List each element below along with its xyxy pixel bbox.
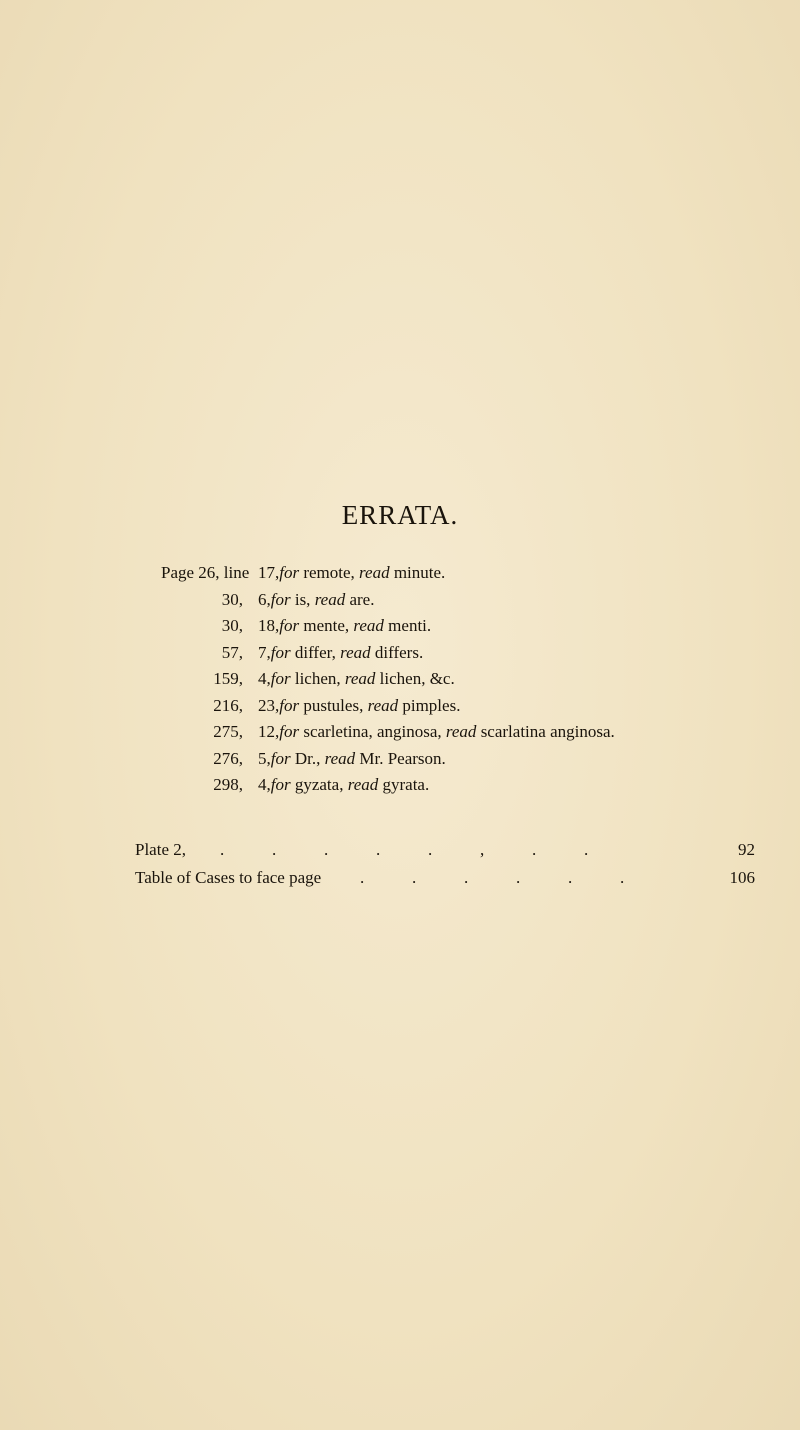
errata-line: 12, bbox=[258, 722, 280, 741]
plate-list bbox=[0, 836, 800, 892]
errata-entry bbox=[0, 772, 800, 799]
errata-correction bbox=[258, 613, 431, 639]
errata-heading: ERRATA. bbox=[341, 500, 459, 530]
errata-for-keyword: for bbox=[279, 695, 300, 715]
errata-correction bbox=[258, 587, 374, 613]
errata-for-keyword: for bbox=[270, 589, 291, 609]
errata-read-keyword: read bbox=[324, 748, 356, 768]
errata-wrong-text: scarletina, anginosa, bbox=[303, 722, 442, 741]
errata-read-keyword: read bbox=[353, 616, 384, 635]
errata-page-text: 30, bbox=[221, 616, 243, 635]
errata-right-text: differs. bbox=[374, 642, 424, 662]
errata-read-keyword: read bbox=[359, 563, 390, 582]
errata-entry bbox=[0, 666, 800, 693]
errata-wrong-text: remote, bbox=[303, 563, 355, 582]
errata-page-text: 298, bbox=[213, 775, 243, 794]
plate-page: 106 bbox=[729, 868, 755, 887]
errata-wrong-text: differ, bbox=[294, 642, 336, 662]
errata-correction bbox=[258, 772, 429, 798]
errata-correction bbox=[258, 746, 446, 772]
errata-right-text: pimples. bbox=[402, 695, 461, 715]
errata-read-keyword: read bbox=[340, 642, 371, 662]
errata-page-text: 30, bbox=[221, 589, 243, 609]
plate-label: Table of Cases to face page bbox=[135, 868, 322, 887]
errata-line: 23, bbox=[258, 695, 280, 715]
errata-entry bbox=[0, 613, 800, 640]
errata-entry bbox=[0, 640, 800, 667]
errata-for-keyword: for bbox=[270, 669, 291, 688]
errata-right-text: minute. bbox=[393, 563, 446, 582]
errata-read-keyword: read bbox=[314, 589, 346, 609]
errata-line: 17, bbox=[258, 563, 280, 582]
errata-entry bbox=[0, 693, 800, 720]
errata-line: 7, bbox=[258, 642, 271, 662]
errata-read-keyword: read bbox=[367, 695, 399, 715]
plate-page: 92 bbox=[738, 840, 755, 859]
errata-line: 6, bbox=[258, 589, 271, 609]
errata-page-text: 216, bbox=[213, 695, 243, 715]
plate-entry: Plate 2, . . . . . , . . 92 bbox=[0, 836, 800, 864]
errata-read-keyword: read bbox=[445, 722, 477, 741]
errata-page-text: 276, bbox=[213, 748, 243, 768]
errata-for-keyword: for bbox=[279, 563, 300, 582]
errata-for-keyword: for bbox=[279, 722, 300, 741]
errata-wrong-text: pustules, bbox=[303, 695, 364, 715]
errata-lead-text: Page 26, line bbox=[161, 563, 250, 582]
errata-right-text: lichen, &c. bbox=[379, 669, 455, 688]
errata-wrong-text: mente, bbox=[303, 616, 350, 635]
errata-page-text: 275, bbox=[213, 722, 243, 741]
errata-line: 4, bbox=[258, 775, 271, 794]
plate-label: Plate 2, bbox=[135, 840, 186, 859]
errata-list bbox=[0, 560, 800, 799]
errata-right-text: Mr. Pearson. bbox=[359, 748, 446, 768]
errata-page-text: 159, bbox=[213, 669, 243, 688]
errata-for-keyword: for bbox=[270, 775, 291, 794]
errata-wrong-text: is, bbox=[294, 589, 311, 609]
errata-read-keyword: read bbox=[344, 669, 376, 688]
errata-right-text: are. bbox=[349, 589, 375, 609]
errata-for-keyword: for bbox=[270, 748, 291, 768]
errata-correction bbox=[258, 560, 445, 586]
errata-wrong-text: Dr., bbox=[294, 748, 321, 768]
errata-for-keyword: for bbox=[270, 642, 291, 662]
errata-line: 5, bbox=[258, 748, 271, 768]
errata-correction bbox=[258, 640, 423, 666]
errata-right-text: gyrata. bbox=[382, 775, 430, 794]
errata-read-keyword: read bbox=[347, 775, 379, 794]
errata-entry bbox=[0, 719, 800, 746]
errata-correction bbox=[258, 693, 460, 719]
errata-right-text: menti. bbox=[388, 616, 432, 635]
errata-lead bbox=[161, 560, 249, 586]
errata-line: 18, bbox=[258, 616, 280, 635]
errata-correction bbox=[258, 666, 455, 692]
errata-page-text: 57, bbox=[221, 642, 243, 662]
errata-wrong-text: lichen, bbox=[294, 669, 341, 688]
errata-line: 4, bbox=[258, 669, 271, 688]
errata-entry bbox=[0, 746, 800, 773]
errata-for-keyword: for bbox=[279, 616, 300, 635]
plate-entry: Table of Cases to face page . . . . . . 106 bbox=[0, 864, 800, 892]
errata-entry bbox=[0, 587, 800, 614]
errata-entry bbox=[0, 560, 800, 587]
errata-wrong-text: gyzata, bbox=[294, 775, 344, 794]
errata-right-text: scarlatina anginosa. bbox=[480, 722, 615, 741]
errata-correction bbox=[258, 719, 615, 745]
